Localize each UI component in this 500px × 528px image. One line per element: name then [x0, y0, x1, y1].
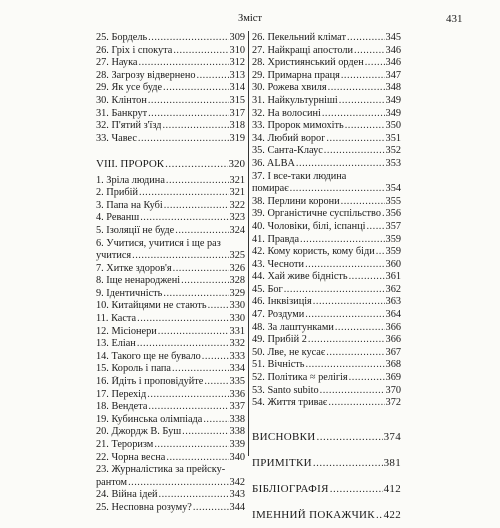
toc-entry-title: 22. Чорна весна [96, 451, 166, 463]
leader-dots [148, 32, 228, 45]
toc-entry [252, 70, 401, 83]
toc-entry-title: 28. Християнський орден [252, 57, 364, 69]
toc-entry-title: 30. Рожева хвиля [252, 82, 327, 94]
toc-entry-title: 40. Чоловіки, білі, іспанці [252, 220, 366, 232]
leader-dots [349, 372, 385, 385]
leader-dots [140, 212, 228, 225]
toc-entry-page: 339 [229, 439, 245, 450]
leader-dots [204, 376, 228, 389]
toc-entry [252, 424, 401, 450]
toc-entry-title: 24. Війна ідей [96, 489, 158, 501]
toc-entry-page: 369 [385, 372, 401, 384]
toc-entry [96, 300, 245, 313]
toc-entry [96, 363, 245, 376]
toc-entry-title: 27. Найкращі апостоли [252, 44, 353, 56]
toc-entry-title: 39. Органістичне суспільство [252, 208, 381, 220]
section-page: 320 [228, 157, 245, 170]
toc-entry [96, 275, 245, 288]
leader-dots [317, 424, 383, 450]
toc-entry-page: 317 [229, 107, 245, 119]
leader-dots [328, 82, 385, 95]
toc-entry-title: 34. Любий ворог [252, 132, 326, 144]
leader-dots [137, 313, 228, 326]
toc-entry [252, 183, 401, 196]
toc-entry [96, 401, 245, 414]
toc-entry-title: 33. Пророк мимохіть [252, 120, 344, 132]
toc-entry-page: 346 [385, 44, 401, 56]
toc-entry [96, 238, 245, 251]
toc-entry-title: 5. Ізоляції не буде [96, 224, 175, 236]
leader-dots [308, 334, 385, 347]
toc-entry-page: 367 [385, 346, 401, 358]
toc-entry-title: 26. Гріх і спокута [96, 44, 173, 56]
toc-entry-page: 359 [385, 246, 401, 258]
toc-entry [252, 221, 401, 234]
toc-entry-page: 324 [229, 224, 245, 236]
toc-entry-title: 3. Папа на Кубі [96, 199, 163, 211]
toc-entry-page: 336 [229, 388, 245, 400]
leader-dots [335, 322, 385, 335]
toc-entry-title: 53. Santo subito [252, 384, 319, 396]
toc-entry-title: ПРИМІТКИ [252, 456, 312, 469]
leader-dots [137, 338, 229, 351]
toc-entry [96, 225, 245, 238]
toc-entry-title: 13. Еліан [96, 338, 136, 350]
toc-entry [252, 359, 401, 372]
toc-entry-page: 321 [229, 174, 245, 186]
toc-entry-title: 21. Тероризм [96, 439, 154, 450]
leader-dots [147, 389, 228, 402]
toc-entry [96, 338, 245, 351]
toc-entry-title: ІМЕННИЙ ПОКАЖЧИК [252, 508, 375, 521]
toc-entry [252, 196, 401, 209]
toc-entry [96, 32, 245, 45]
toc-entry-title: 42. Кому користь, кому біди [252, 246, 375, 258]
leader-dots [154, 439, 228, 452]
toc-entry-page: 329 [229, 287, 245, 299]
leader-dots [163, 288, 228, 301]
toc-entry-title: 26. Пекельний клімат [252, 32, 346, 43]
leader-dots [290, 183, 385, 196]
toc-entry [252, 32, 401, 45]
toc-entry-title: 32. На волосині [252, 107, 321, 119]
leader-dots [322, 108, 385, 121]
toc-entry-page: 323 [229, 212, 245, 224]
toc-entry-title: 14. Такого ще не бувало [96, 350, 201, 362]
toc-entry-page: 318 [229, 120, 245, 132]
toc-entry-page: 331 [229, 325, 245, 337]
toc-entry-title: 41. Правда [252, 233, 300, 245]
page-number: 431 [446, 13, 463, 25]
toc-entry-title: 54. Життя триває [252, 397, 328, 409]
leader-dots [305, 309, 384, 322]
toc-entry-page: 372 [385, 397, 401, 409]
leader-dots [172, 363, 229, 376]
toc-entry [96, 175, 245, 188]
toc-entry [96, 187, 245, 200]
leader-dots [365, 57, 385, 70]
toc-entry [96, 313, 245, 326]
toc-entry-page: 362 [385, 283, 401, 295]
toc-entry [252, 502, 401, 528]
toc-entry-title: 19. Кубинська олімпіада [96, 413, 203, 425]
toc-entry [96, 439, 245, 452]
toc-entry-title: 35. Санта-Клаус [252, 145, 323, 157]
toc-entry-title: учитися [96, 250, 132, 262]
toc-entry [252, 347, 401, 360]
toc-entry-title: 27. Наука [96, 57, 138, 69]
toc-entry [252, 57, 401, 70]
leader-dots [197, 70, 229, 83]
toc-entry-title: 29. Як усе буде [96, 82, 163, 94]
toc-entry [252, 145, 401, 158]
toc-entry-title: 10. Китайцями не стають [96, 300, 207, 312]
toc-entry-page: 346 [385, 57, 401, 69]
toc-entry [252, 120, 401, 133]
toc-entry [96, 250, 245, 263]
leader-dots [296, 158, 385, 171]
toc-entry [252, 133, 401, 146]
leader-dots [148, 401, 228, 414]
toc-entry-page: 326 [229, 262, 245, 274]
toc-entry-title: 20. Джордж В. Буш [96, 426, 182, 438]
toc-entry [252, 296, 401, 309]
toc-entry [96, 351, 245, 364]
leader-dots [148, 108, 228, 121]
leader-dots [376, 502, 383, 528]
leader-dots [326, 133, 384, 146]
toc-entry-page: 352 [385, 145, 401, 157]
toc-entry-page: 357 [385, 220, 401, 232]
leader-dots [148, 95, 229, 108]
toc-entry-page: 345 [385, 32, 401, 43]
toc-entry [96, 120, 245, 133]
leader-dots [313, 450, 383, 476]
toc-entry-title: 8. Іще ненароджені [96, 275, 181, 287]
leader-dots [313, 296, 385, 309]
column-divider [248, 31, 249, 456]
toc-entry-page: 315 [229, 94, 245, 106]
toc-entry-title: 11. Каста [96, 313, 137, 325]
toc-entry [96, 200, 245, 213]
toc-entry-title: 31. Найкультурніші [252, 94, 338, 106]
page-header-title: Зміст [237, 13, 263, 24]
leader-dots [306, 359, 385, 372]
toc-entry-page: 412 [383, 482, 401, 495]
toc-entry-title: 33. Чавес [96, 132, 137, 144]
leader-dots [376, 246, 385, 259]
section-title: VIII. ПРОРОК [96, 157, 165, 170]
toc-entry-page: 313 [229, 69, 245, 81]
toc-entry [96, 288, 245, 301]
toc-entry-title: помирає [252, 183, 289, 195]
toc-entry-page: 368 [385, 359, 401, 371]
toc-entry-page: 332 [229, 338, 245, 350]
leader-dots [341, 196, 385, 209]
toc-entry-page: 359 [385, 233, 401, 245]
toc-entry-title: 46. Інквізиція [252, 296, 312, 308]
leader-dots [193, 502, 229, 515]
toc-entry-title: 15. Король і папа [96, 363, 171, 375]
toc-entry-title: 43. Чесноти [252, 258, 305, 270]
leader-dots [203, 414, 228, 427]
leader-dots [175, 225, 228, 238]
leader-dots [382, 208, 385, 221]
toc-entry-page: 338 [229, 426, 245, 438]
toc-entry-title: 31. Банкрут [96, 107, 148, 119]
toc-entry-title: ВИСНОВКИ [252, 430, 316, 443]
toc-entry [252, 45, 401, 58]
toc-entry-page: 319 [229, 132, 245, 144]
toc-entry [252, 82, 401, 95]
leader-dots [305, 259, 384, 272]
leader-dots [163, 82, 229, 95]
toc-entry-page: 314 [229, 82, 245, 94]
toc-entry-page: 360 [385, 258, 401, 270]
leader-dots [173, 45, 228, 58]
toc-section-heading [96, 158, 245, 171]
toc-entry-page: 321 [229, 187, 245, 199]
toc-entry [96, 263, 245, 276]
toc-entry-page: 349 [385, 94, 401, 106]
toc-entry-page: 356 [385, 208, 401, 220]
leader-dots [300, 234, 385, 247]
leader-dots [366, 221, 384, 234]
toc-entry-page: 330 [229, 300, 245, 312]
toc-right-column [252, 32, 401, 528]
leader-dots [139, 187, 229, 200]
leader-dots [181, 275, 228, 288]
toc-entry-page: 338 [229, 413, 245, 425]
toc-entry [96, 212, 245, 225]
toc-entry-title: 4. Реванш [96, 212, 140, 224]
toc-entry [96, 452, 245, 465]
leader-dots [158, 326, 229, 339]
leader-dots [324, 145, 385, 158]
toc-entry-title: 28. Загрозу відвернено [96, 69, 196, 81]
toc-entry [252, 246, 401, 259]
leader-dots [128, 477, 228, 490]
toc-entry [96, 95, 245, 108]
toc-entry-title: 48. За лаштунками [252, 321, 334, 333]
toc-entry [96, 426, 245, 439]
toc-entry-page: 370 [385, 384, 401, 396]
toc-entry-title: 36. ALBA [252, 157, 295, 169]
toc-entry-page: 337 [229, 401, 245, 413]
toc-entry [252, 476, 401, 502]
leader-dots [173, 263, 229, 276]
toc-entry-page: 335 [229, 376, 245, 388]
toc-entry [96, 464, 245, 477]
toc-entry [252, 108, 401, 121]
toc-entry-page: 363 [385, 296, 401, 308]
leader-dots [164, 200, 229, 213]
toc-entry-page: 325 [229, 250, 245, 262]
toc-entry [252, 397, 401, 410]
leader-dots [182, 426, 228, 439]
toc-entry-page: 422 [383, 508, 401, 521]
toc-entry [252, 259, 401, 272]
toc-entry-title: 25. Бордель [96, 32, 148, 43]
toc-entry [96, 414, 245, 427]
toc-entry-page: 328 [229, 275, 245, 287]
toc-entry-page: 366 [385, 334, 401, 346]
toc-entry-page: 349 [385, 107, 401, 119]
toc-entry-title: 44. Хай живе бідність [252, 271, 348, 283]
toc-entry [252, 334, 401, 347]
toc-entry-page: 340 [229, 451, 245, 463]
toc-entry-page: 347 [385, 69, 401, 81]
toc-entry [252, 309, 401, 322]
toc-entry-title: 47. Роздуми [252, 309, 305, 321]
toc-entry-page: 322 [229, 199, 245, 211]
toc-entry-page: 361 [385, 271, 401, 283]
toc-entry-page: 381 [383, 456, 401, 469]
toc-entry-title: 51. Вічність [252, 359, 305, 371]
toc-entry-page: 348 [385, 82, 401, 94]
toc-entry-page: 330 [229, 313, 245, 325]
toc-entry-page: 344 [229, 501, 245, 513]
toc-entry-title: 2. Прибій [96, 187, 139, 199]
leader-dots [341, 70, 385, 83]
toc-entry [96, 477, 245, 490]
toc-entry [252, 171, 401, 184]
leader-dots [132, 250, 228, 263]
leader-dots [328, 397, 384, 410]
toc-entry-page: 342 [229, 476, 245, 488]
toc-entry-page: 354 [385, 183, 401, 195]
toc-entry [96, 489, 245, 502]
toc-entry-title: 37. І все-таки людина [252, 170, 347, 182]
toc-entry-title: 45. Бог [252, 283, 283, 295]
leader-dots [326, 347, 384, 360]
toc-entry-title: 18. Вендета [96, 401, 148, 413]
toc-entry-title: 1. Зріла людина [96, 174, 165, 186]
toc-entry-page: 334 [229, 363, 245, 375]
leader-dots [339, 95, 385, 108]
leader-dots [345, 120, 385, 133]
toc-entry [96, 502, 245, 515]
toc-entry-page: 350 [385, 120, 401, 132]
toc-entry-page: 351 [385, 132, 401, 144]
toc-entry-title: 52. Політика ≈ релігія [252, 372, 348, 384]
toc-entry [252, 284, 401, 297]
toc-entry-title: 6. Учитися, учитися і ще раз [96, 237, 221, 249]
toc-entry-title: 17. Перехід [96, 388, 147, 400]
toc-entry [96, 133, 245, 146]
leader-dots [166, 452, 228, 465]
leader-dots [162, 120, 228, 133]
toc-entry [252, 234, 401, 247]
toc-entry [96, 82, 245, 95]
leader-dots [202, 351, 229, 364]
toc-entry [96, 108, 245, 121]
toc-entry-title: 38. Перлини корони [252, 195, 340, 207]
leader-dots [320, 385, 385, 398]
toc-entry [96, 70, 245, 83]
toc-entry-title: 29. Примарна праця [252, 69, 340, 81]
toc-entry [252, 271, 401, 284]
leader-dots [138, 133, 229, 146]
toc-entry-page: 310 [229, 44, 245, 56]
leader-dots [330, 476, 383, 502]
toc-entry [96, 389, 245, 402]
toc-entry [252, 158, 401, 171]
toc-entry-page: 366 [385, 321, 401, 333]
toc-entry [252, 208, 401, 221]
leader-dots [208, 300, 229, 313]
toc-entry-page: 333 [229, 350, 245, 362]
toc-entry-title: 50. Лве, не кусає [252, 346, 326, 358]
toc-entry [252, 95, 401, 108]
toc-entry-title: 32. П'ятий з'їзд [96, 120, 162, 132]
toc-entry-page: 364 [385, 309, 401, 321]
leader-dots [349, 271, 385, 284]
toc-entry [96, 326, 245, 339]
toc-entry-title: 49. Прибій 2 [252, 334, 307, 346]
toc-entry-title: 25. Несповна розуму? [96, 501, 192, 513]
toc-entry-page: 312 [229, 57, 245, 69]
toc-entry-page: 374 [383, 430, 401, 443]
toc-entry-page: 309 [229, 32, 245, 43]
toc-entry-page: 343 [229, 489, 245, 501]
toc-entry-title: 12. Місіонери [96, 325, 157, 337]
toc-entry-page: 355 [385, 195, 401, 207]
leader-dots [139, 57, 229, 70]
toc-entry-title: 16. Йдіть і проповідуйте [96, 376, 204, 388]
toc-entry-page: 353 [385, 157, 401, 169]
toc-entry [252, 322, 401, 335]
toc-entry-title: 9. Ідентичність [96, 287, 163, 299]
toc-left-column [96, 32, 245, 515]
toc-entry [252, 450, 401, 476]
toc-entry [252, 385, 401, 398]
leader-dots [347, 32, 385, 45]
toc-entry-title: 23. Журналістика за прейску- [96, 464, 226, 476]
toc-entry [96, 376, 245, 389]
leader-dots [284, 284, 385, 297]
toc-entry [252, 372, 401, 385]
toc-entry-title: 30. Клінтон [96, 94, 147, 106]
leader-dots [166, 175, 229, 188]
toc-entry [96, 45, 245, 58]
toc-entry [96, 57, 245, 70]
toc-entry-title: 7. Хитке здоров'я [96, 262, 172, 274]
toc-entry-title: БІБЛІОГРАФІЯ [252, 482, 329, 495]
leader-dots [159, 489, 229, 502]
toc-entry-title: рантом [96, 476, 128, 488]
leader-dots [354, 45, 385, 58]
